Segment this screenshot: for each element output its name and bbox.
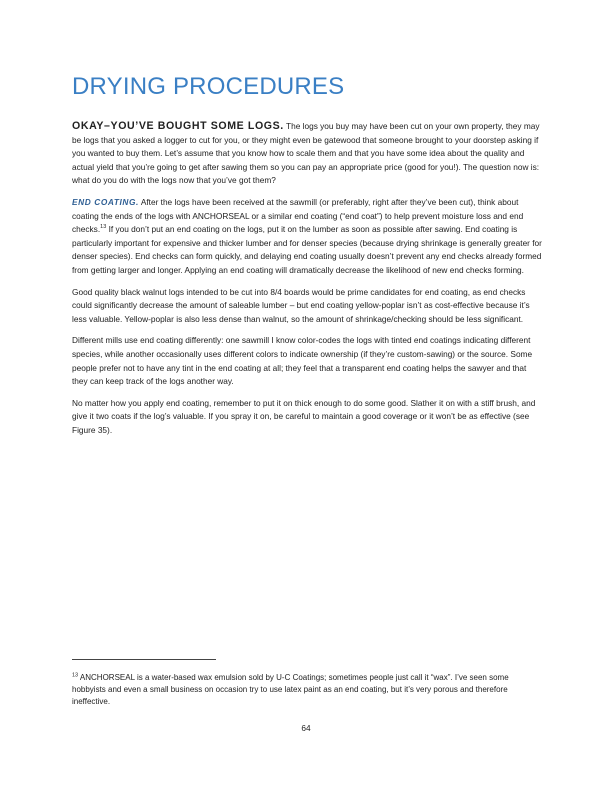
end-coating-text-a: After the logs have been received at the sawmill (or preferably, right after they’ve been cut), think about coating the ends of the logs with ANCHORSEAL or a similar end coating (“end coat”) to help prevent moisture loss and end checks. <box>72 196 524 235</box>
body-text <box>72 120 542 445</box>
footnote-divider <box>72 659 216 660</box>
footnote-text: ANCHORSEAL is a water-based wax emulsion sold by U-C Coatings; sometimes people just call it “wax”. I’ve seen some hobbyists and even a small business on occasion try to use latex paint as an end coating, but it’s very porous and therefore ineffective. <box>72 673 509 706</box>
paragraph-application: No matter how you apply end coating, remember to put it on thick enough to do some good. Slather it on with a stiff brush, and give it two coats if the log’s valuable. If you spray it on, be careful to maintain a good coverage or it won’t be as effective (see Figure 35). <box>72 397 536 435</box>
document-page <box>72 0 540 792</box>
paragraph-walnut: Good quality black walnut logs intended to be cut into 8/4 boards would be prime candidates for end coating, as end checks could significantly decrease the amount of saleable lumber – but end coating yellow-poplar isn’t as cost-effective because it’s less valuable. Yellow-poplar is also less dense than walnut, so the amount of shrinkage/checking should be less significant. <box>72 286 530 324</box>
end-coating-subheading: END COATING. <box>72 196 139 207</box>
page-title: DRYING PROCEDURES <box>72 73 345 100</box>
intro-lead-heading: OKAY–YOU’VE BOUGHT SOME LOGS. <box>72 120 284 132</box>
footnote-reference[interactable]: 13 <box>100 224 107 231</box>
end-coating-text-b: If you don’t put an end coating on the logs, put it on the lumber as soon as possible after sawing. End coating is particularly important for expensive and thicker lumber and for denser species (because drying shrinkage is generally greater for denser species). End checks can form quickly, and delaying end coating usually doesn’t prevent any end checks already formed from getting larger and longer. Applying an end coating will dramatically decrease the likelihood of new end checks forming. <box>72 224 542 275</box>
paragraph-end-coating <box>72 196 542 278</box>
page-number: 64 <box>301 723 311 733</box>
paragraph-intro <box>72 120 542 188</box>
intro-text: The logs you buy may have been cut on your own property, they may be logs that you asked a logger to cut for you, or they might even be gatewood that someone brought to your doorstep asking if you wanted to buy them. Let’s assume that you know how to scale them and that you have some idea about the quality and actual yield that you’re going to get after sawing them so you can pay an appropriate price (good for you!). The question now is: what do you do with the logs now that you’ve got them? <box>72 121 540 186</box>
footnote-mark: 13 <box>72 672 79 679</box>
paragraph-mills: Different mills use end coating differently: one sawmill I know color-codes the logs with tinted end coatings indicating different species, while another occasionally uses different colors to indicate ownership (if they’re custom-sawing) or the source. Some people prefer not to have any tint in the end coating at all; they feel that a transparent end coating helps the sawyer and that they can keep track of the logs another way. <box>72 335 533 387</box>
footnote <box>72 672 542 708</box>
